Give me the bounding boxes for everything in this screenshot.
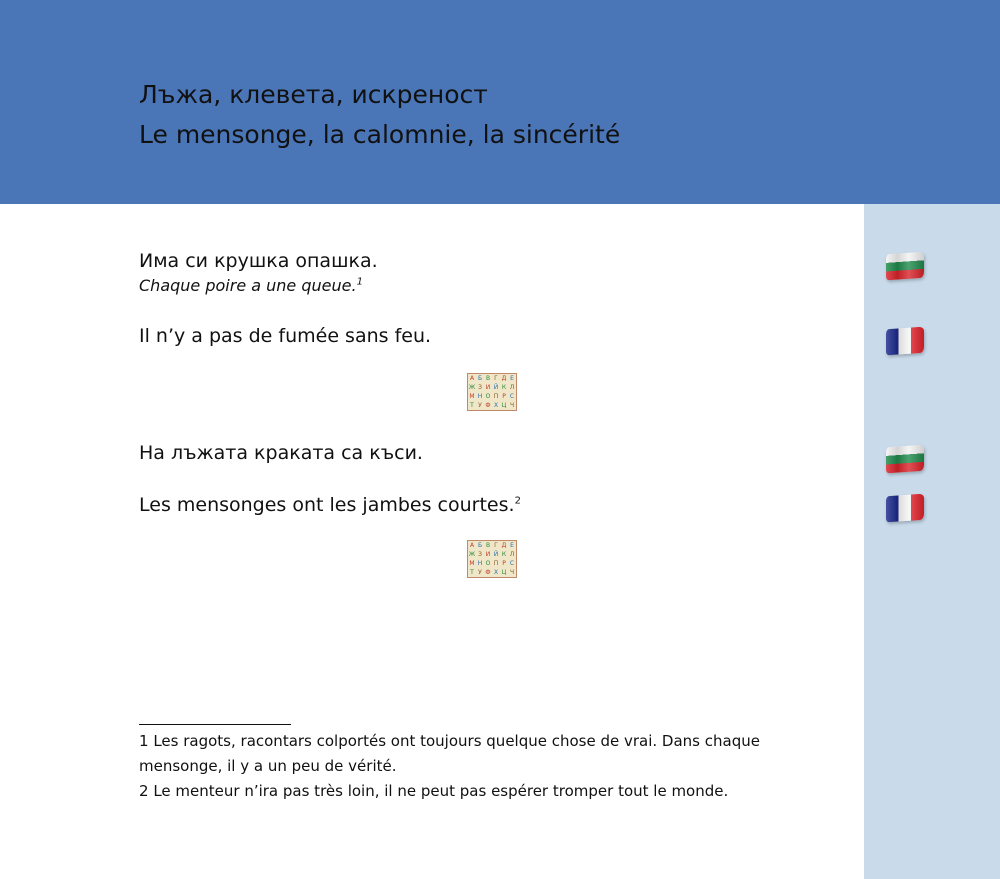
alphabet-letter: М (469, 393, 475, 400)
alphabet-letter: С (509, 560, 515, 567)
alphabet-letter: Е (510, 542, 514, 549)
alphabet-letter: А (469, 375, 475, 382)
alphabet-letter: Р (502, 393, 506, 400)
alphabet-letter: Р (502, 560, 506, 567)
alphabet-letter: Г (494, 542, 498, 549)
alphabet-letter: З (478, 551, 482, 558)
title-bulgarian: Лъжа, клевета, искреност (139, 80, 488, 109)
alphabet-letter: В (485, 542, 491, 549)
alphabet-letter: Х (493, 569, 499, 576)
alphabet-letter: К (501, 384, 507, 391)
header-banner (0, 0, 1000, 204)
alphabet-letter: Е (510, 375, 514, 382)
alphabet-letter: Г (494, 375, 498, 382)
alphabet-letter: У (478, 569, 482, 576)
alphabet-letter: П (493, 560, 499, 567)
alphabet-letter: К (501, 551, 507, 558)
proverb-french: Les mensonges ont les jambes courtes.$^2$ (139, 494, 521, 516)
french-flag-icon (886, 327, 924, 356)
alphabet-letter: Ч (509, 569, 515, 576)
cyrillic-alphabet-icon (467, 540, 517, 578)
bulgarian-flag-icon (886, 445, 924, 474)
alphabet-letter: О (485, 393, 491, 400)
alphabet-letter: Ж (468, 384, 476, 391)
footnote-ref: 1 (356, 276, 363, 288)
alphabet-letter: Т (470, 569, 474, 576)
alphabet-letter: Т (470, 402, 474, 409)
alphabet-letter: Х (493, 402, 499, 409)
alphabet-letter: А (469, 542, 475, 549)
alphabet-letter: Д (501, 375, 507, 382)
proverb-bulgarian: Има си крушка опашка. (139, 250, 378, 272)
alphabet-letter: В (485, 375, 491, 382)
alphabet-letter: Ф (485, 402, 491, 409)
alphabet-letter: Л (509, 551, 515, 558)
alphabet-letter: З (478, 384, 482, 391)
alphabet-letter: Й (493, 384, 499, 391)
alphabet-letter: П (493, 393, 499, 400)
alphabet-letter: Ц (501, 402, 507, 409)
alphabet-letter: И (485, 384, 491, 391)
footnote-ref: 2 (514, 495, 521, 507)
alphabet-letter: С (509, 393, 515, 400)
footnote-1: 1 Les ragots, racontars colportés ont toujours quelque chose de vrai. Dans chaque mensonge, il y a un peu de vérité. (139, 732, 760, 775)
alphabet-letter: И (485, 551, 491, 558)
alphabet-letter: Д (501, 542, 507, 549)
footnote-2: 2 Le menteur n’ira pas très loin, il ne peut pas espérer tromper tout le monde. (139, 782, 729, 800)
alphabet-letter: Ц (501, 569, 507, 576)
alphabet-letter: Ч (509, 402, 515, 409)
right-sidebar (864, 204, 1000, 879)
alphabet-letter: Ж (468, 551, 476, 558)
alphabet-letter: М (469, 560, 475, 567)
proverb-bulgarian: На лъжата краката са къси. (139, 442, 423, 464)
alphabet-letter: Ф (485, 569, 491, 576)
alphabet-letter: Й (493, 551, 499, 558)
proverb-literal-translation: Chaque poire a une queue.$^1$ (139, 276, 363, 295)
alphabet-letter: Н (477, 393, 483, 400)
alphabet-letter: Б (477, 375, 483, 382)
alphabet-letter: Л (509, 384, 515, 391)
alphabet-letter: У (478, 402, 482, 409)
alphabet-letter: Б (477, 542, 483, 549)
french-flag-icon (886, 494, 924, 523)
alphabet-letter: О (485, 560, 491, 567)
proverb-french: Il n’y a pas de fumée sans feu. (139, 325, 432, 347)
bulgarian-flag-icon (886, 252, 924, 281)
alphabet-letter: Н (477, 560, 483, 567)
footnote-divider (139, 724, 291, 725)
cyrillic-alphabet-icon (467, 373, 517, 411)
title-french: Le mensonge, la calomnie, la sincérité (139, 120, 621, 149)
